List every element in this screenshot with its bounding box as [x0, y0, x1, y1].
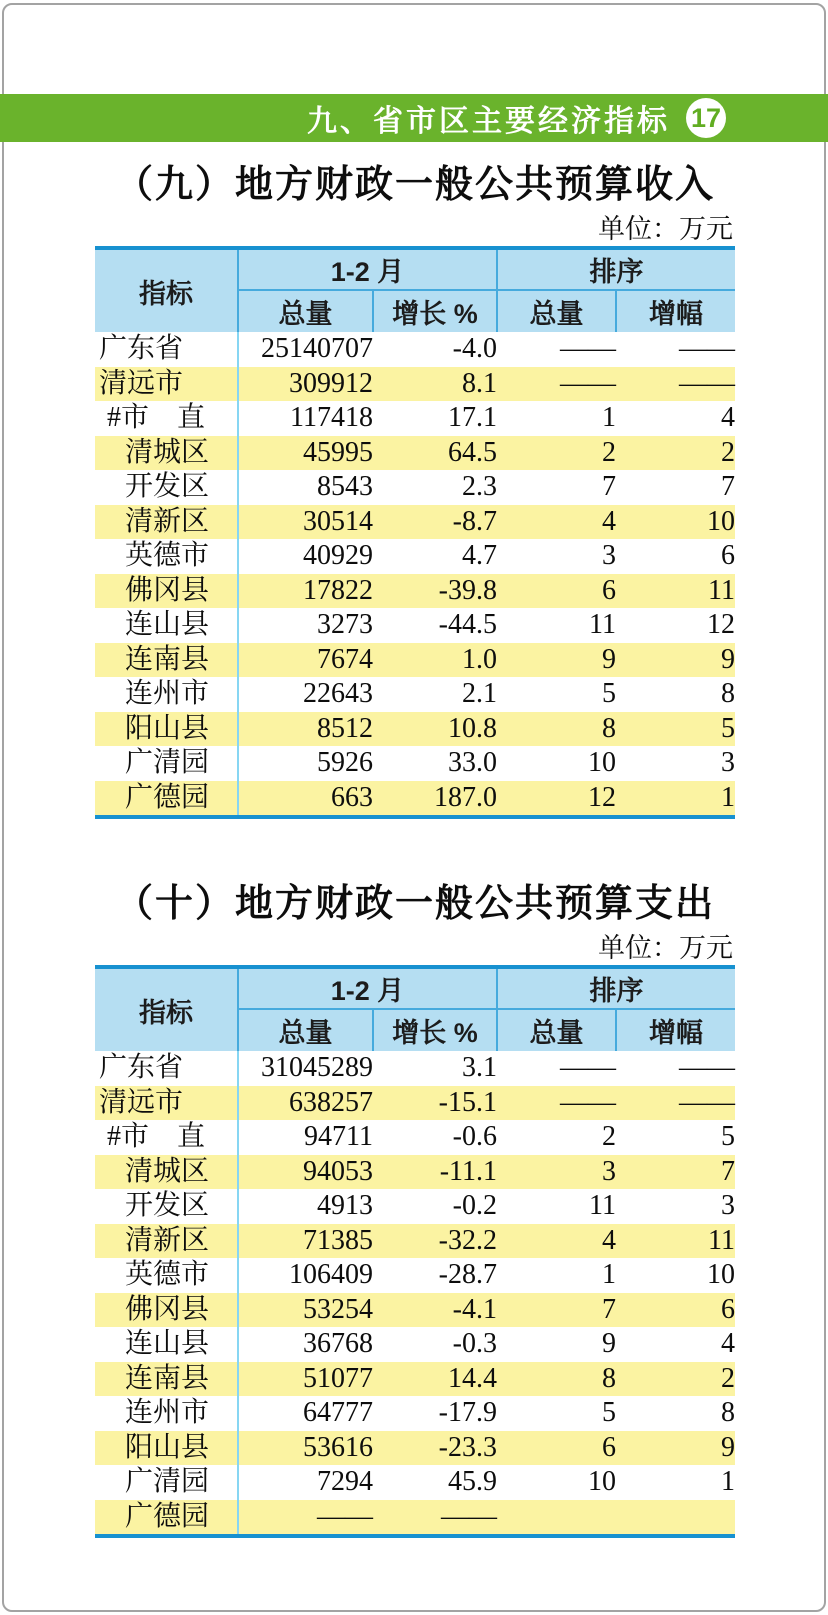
cell-rank-total: 4 [602, 1224, 616, 1256]
cell-growth: -39.8 [438, 574, 497, 606]
cell-rank-total: 7 [602, 471, 616, 502]
cell-growth: 33.0 [448, 747, 497, 778]
cell-total: 663 [331, 781, 373, 813]
cell-total: —— [317, 1500, 373, 1532]
cell-total: 106409 [289, 1259, 373, 1290]
cell-rank-total: 11 [589, 1190, 616, 1221]
cell-rank-growth: —— [679, 367, 735, 399]
cell-growth: —— [441, 1500, 497, 1532]
col-header-indicator: 指标 [95, 967, 238, 1051]
cell-growth: 2.3 [462, 471, 497, 502]
table-row [95, 1258, 735, 1293]
table-row [95, 1051, 735, 1086]
row-label: 英德市 [95, 539, 238, 574]
table-row [95, 781, 735, 818]
row-label: 清新区 [95, 1224, 238, 1259]
cell-growth: 4.7 [462, 540, 497, 571]
cell-growth: 1.0 [462, 643, 497, 675]
cell-rank-growth [616, 1500, 735, 1537]
cell-rank-total: 3 [602, 540, 616, 571]
table-row [95, 677, 735, 712]
col-header-growth: 增长 % [373, 290, 497, 332]
table-row [95, 505, 735, 540]
cell-total: 3273 [317, 609, 373, 640]
cell-rank-total: 8 [602, 712, 616, 744]
row-label: 连州市 [95, 1396, 238, 1431]
cell-growth: -0.3 [452, 1328, 497, 1359]
header-bar-title: 九、省市区主要经济指标 [307, 105, 670, 138]
cell-total: 40929 [303, 540, 373, 571]
cell-rank-total: 10 [588, 1466, 616, 1497]
cell-growth: -4.1 [452, 1293, 497, 1325]
cell-total: 45995 [303, 436, 373, 468]
row-label: 清城区 [95, 1155, 238, 1190]
cell-rank-growth: —— [679, 1086, 735, 1118]
cell-rank-growth: 7 [721, 471, 735, 502]
row-label: #市 直 [95, 1120, 238, 1155]
cell-rank-total [497, 1500, 616, 1537]
section-title: （九）地方财政一般公共预算收入 [114, 164, 715, 206]
col-group-period: 1-2 月 [238, 248, 497, 290]
cell-rank-growth: 9 [721, 643, 735, 675]
cell-total: 5926 [317, 747, 373, 778]
cell-rank-total: 9 [602, 643, 616, 675]
row-label: 清新区 [95, 505, 238, 540]
cell-total: 51077 [303, 1362, 373, 1394]
section-revenue [95, 160, 735, 819]
cell-rank-total: —— [560, 333, 616, 364]
unit-label: 单位：万元 [598, 214, 733, 244]
col-header-indicator: 指标 [95, 248, 238, 332]
cell-total: 8543 [317, 471, 373, 502]
table-row [95, 1120, 735, 1155]
cell-rank-total: 4 [602, 505, 616, 537]
section-title: （十）地方财政一般公共预算支出 [114, 883, 715, 925]
row-label: 连南县 [95, 1362, 238, 1397]
row-label: 广德园 [95, 781, 238, 818]
table-row [95, 539, 735, 574]
cell-rank-growth: 2 [721, 436, 735, 468]
table-body [95, 332, 735, 817]
revenue-table [95, 246, 735, 819]
cell-rank-total: 5 [602, 678, 616, 709]
cell-rank-growth: 4 [721, 1328, 735, 1359]
cell-total: 8512 [317, 712, 373, 744]
cell-rank-total: 9 [602, 1328, 616, 1359]
table-row [95, 1327, 735, 1362]
table-row [95, 436, 735, 471]
row-label: 阳山县 [95, 1431, 238, 1466]
cell-rank-growth: 12 [707, 609, 735, 640]
cell-total: 25140707 [261, 333, 373, 364]
cell-rank-total: 6 [602, 574, 616, 606]
cell-rank-total: 3 [602, 1155, 616, 1187]
cell-rank-growth: 10 [707, 505, 735, 537]
row-label: 清远市 [95, 367, 238, 402]
cell-growth: 10.8 [448, 712, 497, 744]
table-body [95, 1051, 735, 1536]
cell-total: 17822 [303, 574, 373, 606]
col-group-period: 1-2 月 [238, 967, 497, 1009]
row-label: 清城区 [95, 436, 238, 471]
table-row [95, 1500, 735, 1537]
cell-rank-total: —— [560, 1086, 616, 1118]
cell-total: 64777 [303, 1397, 373, 1428]
row-label: 广东省 [95, 1051, 238, 1086]
cell-growth: -8.7 [452, 505, 497, 537]
cell-rank-growth: 11 [708, 574, 735, 606]
cell-rank-growth: 10 [707, 1259, 735, 1290]
row-label: 阳山县 [95, 712, 238, 747]
cell-total: 4913 [317, 1190, 373, 1221]
cell-total: 94711 [304, 1121, 373, 1152]
table-row [95, 608, 735, 643]
header-bar [0, 94, 828, 142]
cell-rank-total: 2 [602, 436, 616, 468]
table-row [95, 574, 735, 609]
row-label: 佛冈县 [95, 574, 238, 609]
cell-rank-growth: 6 [721, 540, 735, 571]
cell-rank-growth: —— [679, 1052, 735, 1083]
col-header-rank-growth: 增幅 [616, 1009, 735, 1051]
cell-total: 638257 [289, 1086, 373, 1118]
cell-rank-growth: 1 [721, 1466, 735, 1497]
table-row [95, 332, 735, 367]
cell-rank-total: 12 [588, 781, 616, 813]
cell-rank-total: 11 [589, 609, 616, 640]
cell-growth: -0.6 [452, 1121, 497, 1152]
cell-total: 7294 [317, 1466, 373, 1497]
cell-total: 53616 [303, 1431, 373, 1463]
table-row [95, 1431, 735, 1466]
cell-total: 7674 [317, 643, 373, 675]
cell-rank-growth: 5 [721, 712, 735, 744]
cell-rank-total: 7 [602, 1293, 616, 1325]
table-header [95, 248, 735, 332]
row-label: 广德园 [95, 1500, 238, 1537]
cell-growth: -32.2 [438, 1224, 497, 1256]
cell-rank-total: 6 [602, 1431, 616, 1463]
col-group-rank: 排序 [497, 248, 735, 290]
col-group-rank: 排序 [497, 967, 735, 1009]
cell-growth: 45.9 [448, 1466, 497, 1497]
cell-rank-growth: 8 [721, 678, 735, 709]
cell-rank-total: 2 [602, 1121, 616, 1152]
table-row [95, 401, 735, 436]
cell-rank-growth: 2 [721, 1362, 735, 1394]
col-header-rank-total: 总量 [497, 1009, 616, 1051]
cell-total: 71385 [303, 1224, 373, 1256]
table-header [95, 967, 735, 1051]
cell-total: 309912 [289, 367, 373, 399]
cell-total: 117418 [290, 402, 373, 433]
cell-growth: 8.1 [462, 367, 497, 399]
cell-rank-total: 1 [602, 1259, 616, 1290]
unit-label: 单位：万元 [598, 933, 733, 963]
cell-rank-growth: 3 [721, 1190, 735, 1221]
cell-growth: -15.1 [438, 1086, 497, 1118]
cell-rank-total: 1 [602, 402, 616, 433]
row-label: 广清园 [95, 1465, 238, 1500]
cell-rank-growth: 1 [721, 781, 735, 813]
col-header-rank-total: 总量 [497, 290, 616, 332]
page-number-badge: 17 [686, 98, 726, 138]
row-label: 连山县 [95, 608, 238, 643]
table-row [95, 1362, 735, 1397]
table-row [95, 1293, 735, 1328]
cell-rank-growth: 5 [721, 1121, 735, 1152]
cell-rank-growth: 6 [721, 1293, 735, 1325]
page-content [95, 160, 735, 1538]
cell-rank-growth: —— [679, 333, 735, 364]
cell-growth: -17.9 [438, 1397, 497, 1428]
cell-rank-growth: 3 [721, 747, 735, 778]
cell-growth: -4.0 [452, 333, 497, 364]
col-header-total: 总量 [238, 290, 373, 332]
row-label: 开发区 [95, 470, 238, 505]
cell-growth: 64.5 [448, 436, 497, 468]
cell-total: 36768 [303, 1328, 373, 1359]
cell-rank-total: 10 [588, 747, 616, 778]
cell-total: 22643 [303, 678, 373, 709]
cell-growth: 2.1 [462, 678, 497, 709]
table-row [95, 1224, 735, 1259]
row-label: 连州市 [95, 677, 238, 712]
cell-growth: -23.3 [438, 1431, 497, 1463]
cell-rank-growth: 11 [708, 1224, 735, 1256]
col-header-total: 总量 [238, 1009, 373, 1051]
table-row [95, 1396, 735, 1431]
row-label: 连山县 [95, 1327, 238, 1362]
cell-growth: -44.5 [438, 609, 497, 640]
cell-total: 30514 [303, 505, 373, 537]
cell-rank-growth: 8 [721, 1397, 735, 1428]
cell-rank-growth: 7 [721, 1155, 735, 1187]
row-label: #市 直 [95, 401, 238, 436]
row-label: 连南县 [95, 643, 238, 678]
table-row [95, 470, 735, 505]
table-row [95, 367, 735, 402]
cell-growth: -28.7 [438, 1259, 497, 1290]
cell-rank-total: 5 [602, 1397, 616, 1428]
cell-growth: 3.1 [462, 1052, 497, 1083]
cell-growth: 187.0 [434, 781, 497, 813]
cell-total: 53254 [303, 1293, 373, 1325]
table-row [95, 1189, 735, 1224]
row-label: 佛冈县 [95, 1293, 238, 1328]
row-label: 英德市 [95, 1258, 238, 1293]
cell-growth: 14.4 [448, 1362, 497, 1394]
table-row [95, 746, 735, 781]
row-label: 广东省 [95, 332, 238, 367]
cell-rank-growth: 4 [721, 402, 735, 433]
cell-rank-total: —— [560, 367, 616, 399]
cell-total: 31045289 [261, 1052, 373, 1083]
cell-rank-total: 8 [602, 1362, 616, 1394]
table-row [95, 712, 735, 747]
row-label: 广清园 [95, 746, 238, 781]
section-expenditure [95, 879, 735, 1538]
cell-growth: 17.1 [448, 402, 497, 433]
table-row [95, 1465, 735, 1500]
cell-growth: -11.1 [439, 1155, 497, 1187]
table-row [95, 1086, 735, 1121]
cell-rank-growth: 9 [721, 1431, 735, 1463]
expenditure-table [95, 965, 735, 1538]
row-label: 清远市 [95, 1086, 238, 1121]
table-row [95, 643, 735, 678]
cell-total: 94053 [303, 1155, 373, 1187]
cell-growth: -0.2 [452, 1190, 497, 1221]
table-row [95, 1155, 735, 1190]
col-header-growth: 增长 % [373, 1009, 497, 1051]
row-label: 开发区 [95, 1189, 238, 1224]
col-header-rank-growth: 增幅 [616, 290, 735, 332]
cell-rank-total: —— [560, 1052, 616, 1083]
